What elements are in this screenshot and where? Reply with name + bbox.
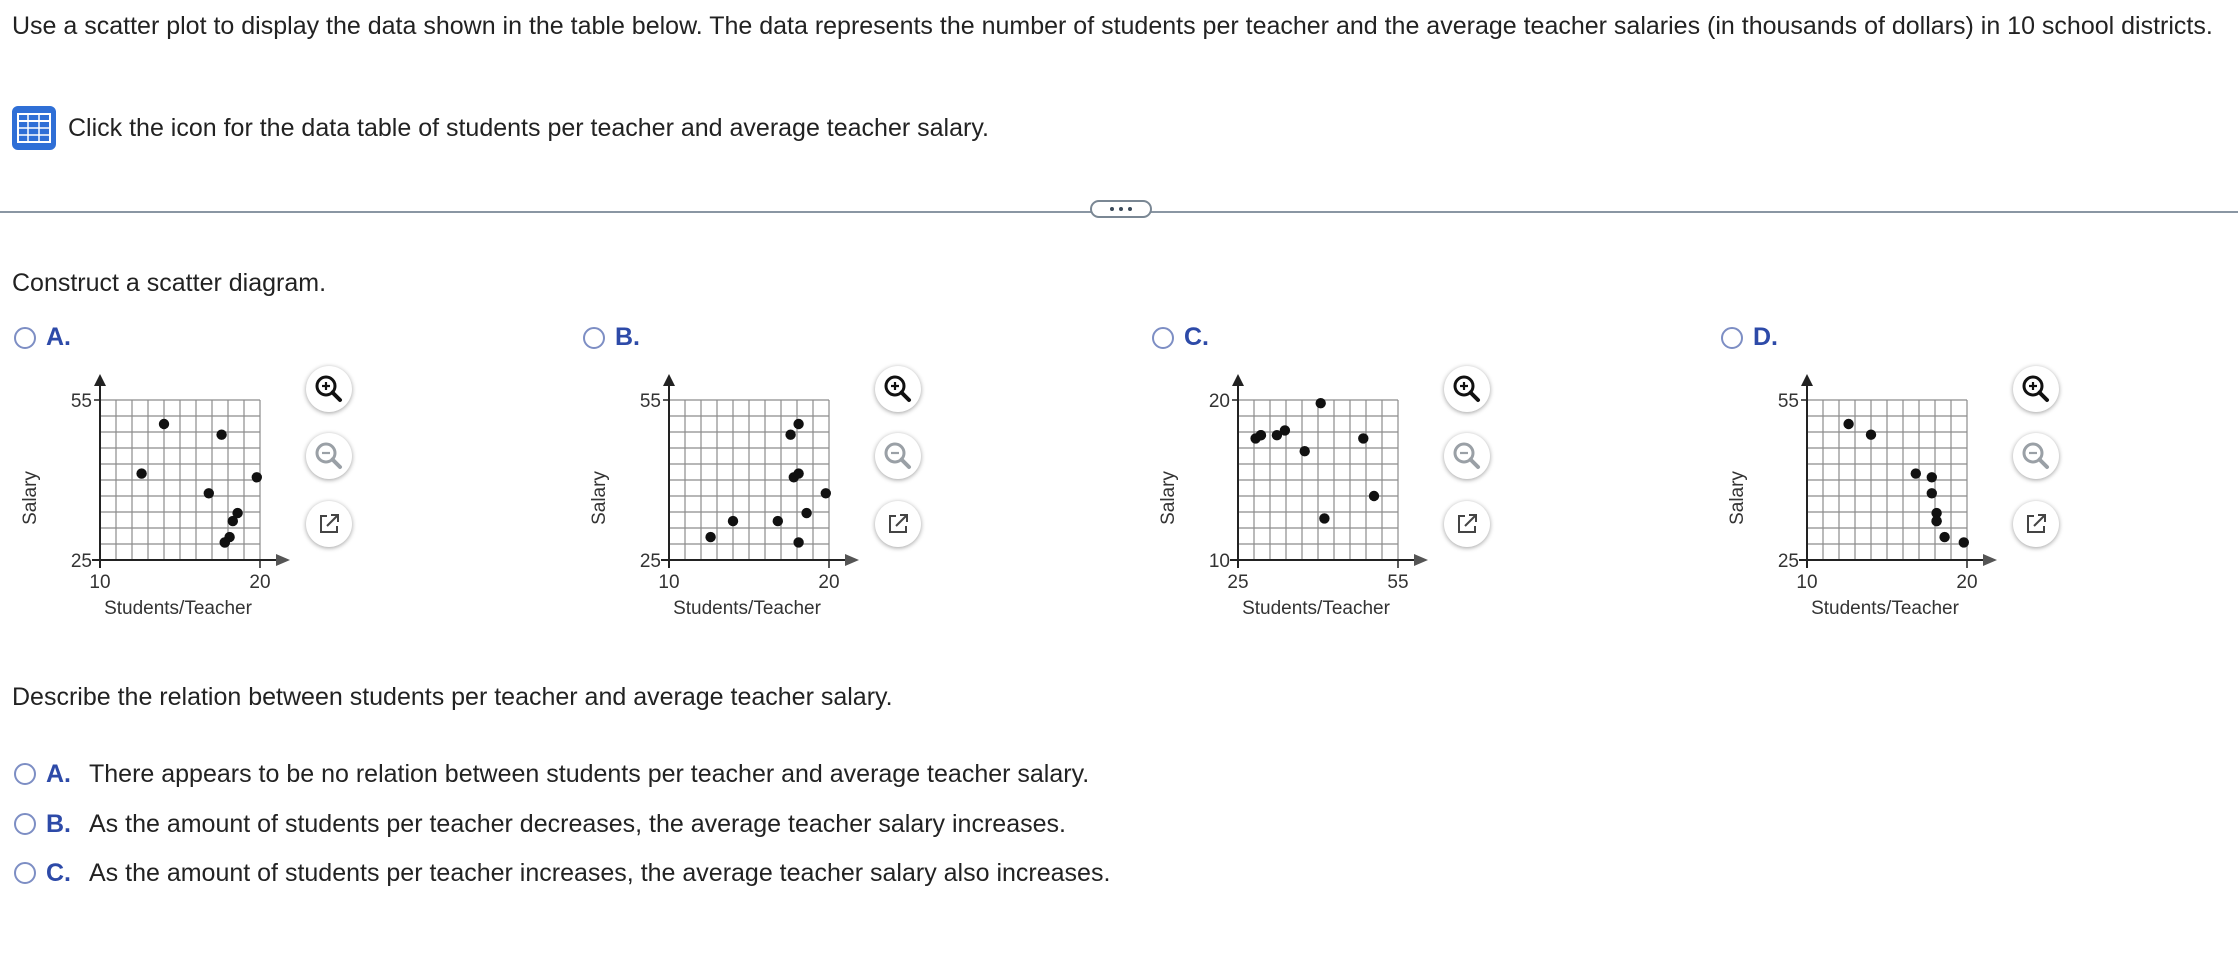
zoom-out-icon[interactable]	[875, 433, 921, 479]
radio-button[interactable]	[1152, 327, 1174, 349]
x-axis-label: Students/Teacher	[104, 598, 252, 619]
y-tick-label-bottom: 25	[1777, 551, 1799, 572]
zoom-out-icon[interactable]	[1444, 433, 1490, 479]
data-point	[232, 508, 242, 518]
data-point	[1316, 398, 1326, 408]
zoom-in-icon[interactable]	[1444, 366, 1490, 412]
scatter-chart-c	[1138, 360, 1478, 630]
option-letter: D.	[1753, 323, 1778, 351]
data-table-link[interactable]	[12, 104, 989, 152]
option-letter: B.	[615, 323, 640, 351]
option-b[interactable]	[583, 323, 640, 352]
data-table-link-text[interactable]: Click the icon for the data table of students per teacher and average teacher salary.	[68, 113, 989, 142]
data-point	[1369, 491, 1379, 501]
data-point	[136, 468, 146, 478]
data-point	[1927, 472, 1937, 482]
data-point	[793, 419, 803, 429]
y-axis-label: Salary	[1727, 471, 1748, 525]
answer-text: There appears to be no relation between students per teacher and average teacher salary.	[89, 759, 1090, 788]
y-tick-label-top: 55	[1777, 391, 1799, 412]
zoom-out-icon[interactable]	[2013, 433, 2059, 479]
data-point	[1927, 488, 1937, 498]
radio-button[interactable]	[583, 327, 605, 349]
y-tick-label-top: 55	[639, 391, 661, 412]
x-axis-arrow-icon	[1983, 554, 1997, 566]
radio-button[interactable]	[14, 862, 36, 884]
data-point	[801, 508, 811, 518]
answer-letter: B.	[46, 809, 71, 838]
external-link-icon[interactable]	[306, 501, 352, 547]
answer-option-a[interactable]	[14, 757, 1089, 791]
data-point	[793, 537, 803, 547]
option-c[interactable]	[1152, 323, 1209, 352]
scatter-chart-d	[1707, 360, 2047, 630]
data-point	[1300, 446, 1310, 456]
zoom-out-icon[interactable]	[306, 433, 352, 479]
scatter-chart-a	[0, 360, 340, 630]
zoom-in-icon[interactable]	[875, 366, 921, 412]
option-a[interactable]	[14, 323, 71, 352]
radio-button[interactable]	[14, 327, 36, 349]
x-axis-label: Students/Teacher	[673, 598, 821, 619]
data-point	[821, 488, 831, 498]
x-tick-label-right: 20	[249, 572, 271, 593]
x-tick-label-right: 20	[818, 572, 840, 593]
data-point	[1959, 537, 1969, 547]
data-point	[773, 516, 783, 526]
zoom-in-icon[interactable]	[2013, 366, 2059, 412]
y-axis-arrow-icon	[663, 374, 675, 386]
data-point	[252, 472, 262, 482]
y-tick-label-bottom: 25	[70, 551, 92, 572]
y-tick-label-top: 20	[1208, 391, 1230, 412]
data-point	[220, 537, 230, 547]
answer-option-c[interactable]	[14, 856, 1110, 890]
option-letter: C.	[1184, 323, 1209, 351]
data-point	[1843, 419, 1853, 429]
part1-prompt: Construct a scatter diagram.	[12, 269, 327, 297]
answer-option-b[interactable]	[14, 807, 1066, 841]
y-axis-label: Salary	[1158, 471, 1179, 525]
external-link-icon[interactable]	[2013, 501, 2059, 547]
answer-text: As the amount of students per teacher decreases, the average teacher salary increases.	[89, 809, 1066, 838]
answer-letter: C.	[46, 858, 71, 887]
y-axis-arrow-icon	[1801, 374, 1813, 386]
data-point	[785, 430, 795, 440]
zoom-in-icon[interactable]	[306, 366, 352, 412]
ellipsis-icon[interactable]	[1090, 200, 1152, 218]
data-point	[1358, 433, 1368, 443]
x-tick-label-right: 55	[1387, 572, 1409, 593]
radio-button[interactable]	[14, 813, 36, 835]
radio-button[interactable]	[14, 763, 36, 785]
data-point	[1256, 430, 1266, 440]
y-tick-label-top: 55	[70, 391, 92, 412]
data-point	[204, 488, 214, 498]
x-axis-arrow-icon	[1414, 554, 1428, 566]
data-point	[1911, 468, 1921, 478]
data-point	[705, 532, 715, 542]
data-point	[1866, 430, 1876, 440]
x-axis-arrow-icon	[276, 554, 290, 566]
data-point	[216, 430, 226, 440]
data-point	[728, 516, 738, 526]
data-point	[1931, 516, 1941, 526]
option-d[interactable]	[1721, 323, 1778, 352]
data-point	[1319, 513, 1329, 523]
data-point	[1939, 532, 1949, 542]
radio-button[interactable]	[1721, 327, 1743, 349]
external-link-icon[interactable]	[875, 501, 921, 547]
x-tick-label-left: 10	[1796, 572, 1818, 593]
x-tick-label-left: 10	[89, 572, 111, 593]
external-link-icon[interactable]	[1444, 501, 1490, 547]
option-letter: A.	[46, 323, 71, 351]
x-tick-label-right: 20	[1956, 572, 1978, 593]
question-intro: Use a scatter plot to display the data shown in the table below. The data represents the number of students per teacher and the average teacher salaries (in thousands of dollars) in 10 school districts.	[12, 12, 2213, 40]
part2-prompt: Describe the relation between students per teacher and average teacher salary.	[12, 683, 893, 711]
data-point	[793, 468, 803, 478]
table-icon[interactable]	[12, 106, 56, 150]
x-axis-label: Students/Teacher	[1811, 598, 1959, 619]
x-tick-label-left: 10	[658, 572, 680, 593]
data-point	[1280, 425, 1290, 435]
y-axis-label: Salary	[20, 471, 41, 525]
y-axis-arrow-icon	[94, 374, 106, 386]
x-axis-label: Students/Teacher	[1242, 598, 1390, 619]
x-axis-arrow-icon	[845, 554, 859, 566]
x-tick-label-left: 25	[1227, 572, 1249, 593]
y-axis-arrow-icon	[1232, 374, 1244, 386]
y-tick-label-bottom: 10	[1208, 551, 1230, 572]
data-point	[159, 419, 169, 429]
y-tick-label-bottom: 25	[639, 551, 661, 572]
scatter-chart-b	[569, 360, 909, 630]
answer-letter: A.	[46, 759, 71, 788]
y-axis-label: Salary	[589, 471, 610, 525]
answer-text: As the amount of students per teacher increases, the average teacher salary also increases.	[89, 858, 1111, 887]
